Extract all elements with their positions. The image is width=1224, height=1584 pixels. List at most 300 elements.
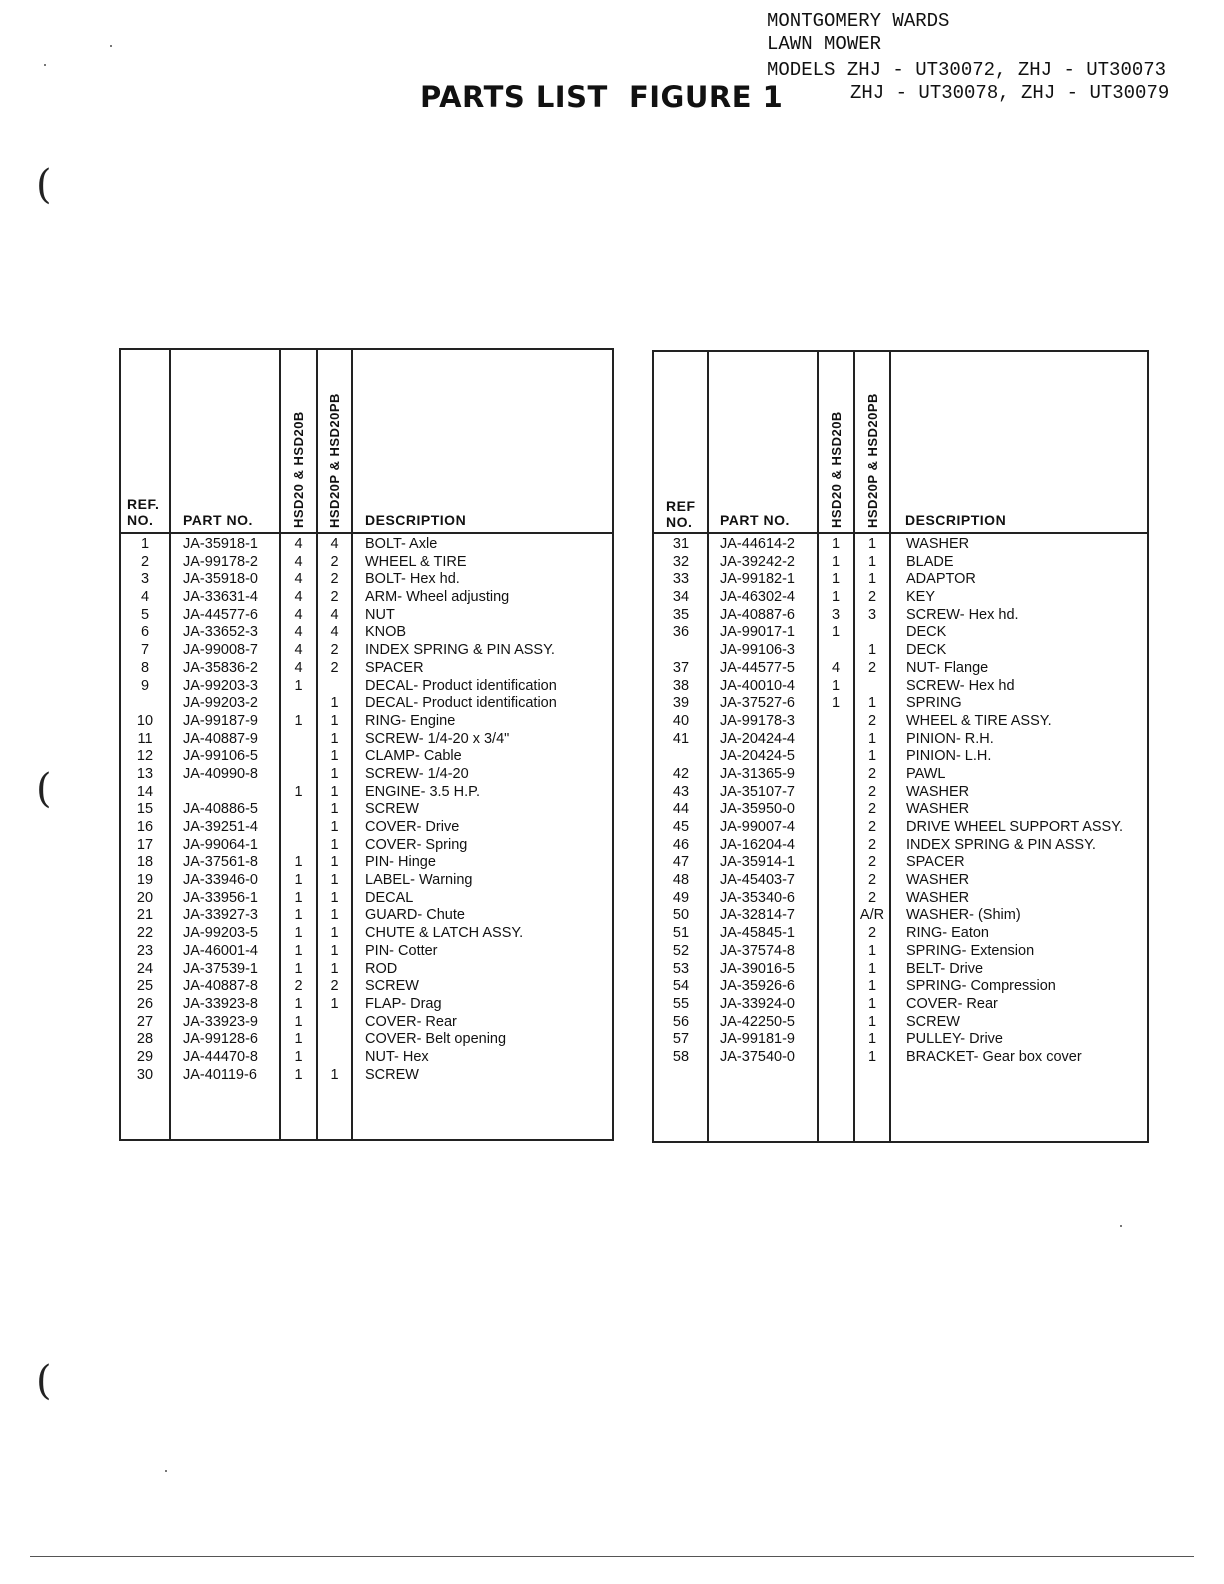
description-cell: WASHER	[906, 801, 970, 818]
model-a-header: HSD20 & HSD20B	[291, 411, 306, 528]
description-cell: DECAL- Product identification	[365, 677, 557, 694]
description-cell: BLADE	[906, 553, 954, 570]
qty-model-b-cell: 1	[330, 712, 339, 729]
parts-table-left	[119, 348, 614, 1141]
table-row	[654, 961, 1147, 979]
qty-model-b-cell: 1	[867, 695, 877, 712]
table-row	[121, 890, 612, 908]
qty-model-b-cell: 1	[330, 765, 339, 782]
qty-model-b-cell: 2	[330, 978, 339, 995]
table-row	[654, 642, 1147, 660]
part-no-cell: JA-99203-3	[183, 677, 258, 694]
description-cell: PIN- Cotter	[365, 942, 438, 959]
qty-model-b-cell: 2	[867, 854, 877, 871]
description-cell: DECAL	[365, 889, 414, 906]
part-no-cell: JA-35107-7	[720, 783, 795, 800]
qty-model-b-cell: 2	[867, 889, 877, 906]
ref-no-cell: 54	[672, 978, 690, 995]
table-row	[121, 571, 612, 589]
ref-no-cell: 34	[672, 589, 690, 606]
table-row	[121, 961, 612, 979]
ref-no-cell: 36	[672, 624, 690, 641]
part-no-cell: JA-31365-9	[720, 765, 795, 782]
table-row	[121, 1067, 612, 1085]
description-cell: INDEX SPRING & PIN ASSY.	[365, 642, 555, 659]
ref-no-cell: 9	[140, 677, 150, 694]
description-cell: COVER- Belt opening	[365, 1031, 507, 1048]
ref-no-cell: 15	[136, 801, 154, 818]
ref-no-cell: 57	[672, 1031, 690, 1048]
table-row	[121, 731, 612, 749]
table-row	[121, 784, 612, 802]
part-no-cell: JA-99008-7	[183, 642, 258, 659]
table-row	[121, 1031, 612, 1049]
qty-model-a-cell: 1	[831, 624, 841, 641]
table-row	[121, 678, 612, 696]
description-cell: ENGINE- 3.5 H.P.	[365, 783, 480, 800]
description-cell: SCREW	[365, 978, 419, 995]
parts-rows-left	[121, 536, 612, 1084]
qty-model-b-cell: A/R	[859, 907, 885, 924]
table-row	[654, 1031, 1147, 1049]
qty-model-a-cell: 4	[294, 606, 303, 623]
description-cell: ARM- Wheel adjusting	[365, 589, 510, 606]
ref-no-header: REF. NO.	[127, 496, 160, 528]
qty-model-a-cell: 1	[294, 1013, 303, 1030]
part-no-cell: JA-44577-5	[720, 659, 795, 676]
ref-no-cell: 40	[672, 712, 690, 729]
qty-model-b-cell: 2	[330, 642, 339, 659]
ref-no-cell: 8	[140, 659, 150, 676]
qty-model-b-cell: 1	[867, 1048, 877, 1065]
qty-model-b-cell: 1	[867, 730, 877, 747]
part-no-cell: JA-35918-1	[183, 536, 258, 552]
table-row	[654, 925, 1147, 943]
ref-no-cell: 42	[672, 765, 690, 782]
ref-no-cell: 29	[136, 1048, 154, 1065]
table-row	[121, 589, 612, 607]
part-no-cell: JA-40010-4	[720, 677, 795, 694]
qty-model-a-cell: 4	[294, 624, 303, 641]
qty-model-a-cell: 3	[831, 606, 841, 623]
qty-model-a-cell: 4	[294, 553, 303, 570]
part-no-cell: JA-99181-9	[720, 1031, 795, 1048]
qty-model-b-cell: 1	[330, 872, 339, 889]
qty-model-b-cell: 2	[867, 659, 877, 676]
ref-no-cell: 48	[672, 872, 690, 889]
qty-model-b-cell: 4	[330, 624, 339, 641]
table-row	[654, 996, 1147, 1014]
ref-no-cell: 58	[672, 1048, 690, 1065]
part-no-cell: JA-20424-4	[720, 730, 795, 747]
table-row	[654, 854, 1147, 872]
ref-no-cell: 26	[136, 995, 154, 1012]
ref-no-cell: 41	[672, 730, 690, 747]
description-cell: COVER- Spring	[365, 836, 468, 853]
qty-model-a-cell: 1	[294, 907, 303, 924]
qty-model-b-cell: 1	[330, 889, 339, 906]
description-cell: SCREW	[365, 801, 419, 818]
part-no-cell: JA-37539-1	[183, 960, 258, 977]
qty-model-b-cell: 3	[867, 606, 877, 623]
ref-no-cell: 52	[672, 942, 690, 959]
table-row	[654, 943, 1147, 961]
qty-model-b-cell: 2	[867, 836, 877, 853]
qty-model-b-cell: 2	[867, 765, 877, 782]
part-no-cell: JA-99187-9	[183, 712, 258, 729]
ref-no-cell: 2	[140, 553, 150, 570]
description-cell: SPACER	[906, 854, 965, 871]
table-row	[121, 872, 612, 890]
qty-model-b-cell: 2	[867, 712, 877, 729]
table-row	[654, 890, 1147, 908]
part-no-cell: JA-99106-3	[720, 642, 795, 659]
ref-no-cell: 30	[136, 1066, 154, 1083]
part-no-cell: JA-33956-1	[183, 889, 258, 906]
qty-model-b-cell: 1	[330, 748, 339, 765]
part-no-cell: JA-99007-4	[720, 819, 795, 835]
qty-model-a-cell: 1	[294, 854, 303, 871]
binder-hole-icon: (	[36, 162, 52, 208]
binder-hole-icon: (	[36, 766, 52, 812]
qty-model-b-cell: 1	[330, 925, 339, 942]
ref-no-cell: 18	[136, 854, 154, 871]
table-row	[121, 536, 612, 554]
table-row	[654, 837, 1147, 855]
description-cell: LABEL- Warning	[365, 872, 473, 889]
ref-no-cell: 23	[136, 942, 154, 959]
qty-model-a-cell: 4	[294, 659, 303, 676]
description-cell: DECAL- Product identification	[365, 695, 557, 712]
part-no-cell: JA-44614-2	[720, 536, 795, 552]
header-line-1: MONTGOMERY WARDS	[767, 10, 950, 32]
table-row	[654, 624, 1147, 642]
part-no-cell: JA-37527-6	[720, 695, 795, 712]
part-no-cell: JA-99017-1	[720, 624, 795, 641]
table-row	[654, 589, 1147, 607]
part-no-cell: JA-46001-4	[183, 942, 258, 959]
ref-no-cell: 39	[672, 695, 690, 712]
qty-model-a-cell: 1	[294, 995, 303, 1012]
part-no-cell: JA-33923-8	[183, 995, 258, 1012]
description-cell: SPACER	[365, 659, 424, 676]
qty-model-a-cell: 2	[294, 978, 303, 995]
part-no-header: PART NO.	[720, 512, 790, 528]
description-cell: GUARD- Chute	[365, 907, 465, 924]
description-cell: PULLEY- Drive	[906, 1031, 1003, 1048]
qty-model-b-cell: 1	[867, 642, 877, 659]
part-no-cell: JA-40990-8	[183, 765, 258, 782]
ref-no-cell: 56	[672, 1013, 690, 1030]
model-a-header: HSD20 & HSD20B	[829, 411, 844, 528]
ref-no-cell: 10	[136, 712, 154, 729]
description-header: DESCRIPTION	[365, 512, 467, 528]
qty-model-a-cell: 4	[294, 589, 303, 606]
qty-model-a-cell: 1	[831, 571, 841, 588]
description-cell: NUT	[365, 606, 395, 623]
qty-model-b-cell: 2	[867, 819, 877, 835]
ref-no-cell: 31	[672, 536, 690, 552]
part-no-cell: JA-20424-5	[720, 748, 795, 765]
part-no-cell: JA-39251-4	[183, 819, 258, 835]
qty-model-b-cell: 2	[330, 571, 339, 588]
table-row	[121, 554, 612, 572]
description-cell: CHUTE & LATCH ASSY.	[365, 925, 524, 942]
page-bottom-rule	[30, 1556, 1194, 1557]
table-row	[654, 607, 1147, 625]
description-cell: FLAP- Drag	[365, 995, 442, 1012]
part-no-cell: JA-33924-0	[720, 995, 795, 1012]
description-cell: COVER- Rear	[365, 1013, 457, 1030]
table-row	[121, 624, 612, 642]
description-cell: BRACKET- Gear box cover	[906, 1048, 1082, 1065]
part-no-cell: JA-33927-3	[183, 907, 258, 924]
ref-no-cell: 22	[136, 925, 154, 942]
qty-model-a-cell: 1	[831, 677, 841, 694]
table-row	[654, 554, 1147, 572]
table-row	[121, 996, 612, 1014]
qty-model-b-cell: 1	[330, 836, 339, 853]
ref-no-cell: 38	[672, 677, 690, 694]
table-row	[654, 695, 1147, 713]
qty-model-b-cell: 1	[330, 1066, 339, 1083]
description-cell: KNOB	[365, 624, 407, 641]
qty-model-b-cell: 2	[867, 589, 877, 606]
qty-model-a-cell: 1	[831, 589, 841, 606]
ref-no-cell: 28	[136, 1031, 154, 1048]
qty-model-a-cell: 4	[294, 571, 303, 588]
ref-no-cell: 50	[672, 907, 690, 924]
description-cell: NUT- Flange	[906, 659, 989, 676]
description-cell: WASHER	[906, 536, 970, 552]
description-cell: NUT- Hex	[365, 1048, 429, 1065]
ref-no-cell: 14	[136, 783, 154, 800]
table-row	[121, 748, 612, 766]
part-no-cell: JA-46302-4	[720, 589, 795, 606]
table-row	[121, 907, 612, 925]
ref-no-cell: 37	[672, 659, 690, 676]
table-row	[654, 713, 1147, 731]
description-cell: WASHER	[906, 889, 970, 906]
part-no-cell: JA-33631-4	[183, 589, 258, 606]
qty-model-a-cell: 1	[294, 925, 303, 942]
model-b-header: HSD20P & HSD20PB	[865, 393, 880, 528]
qty-model-a-cell: 1	[294, 1066, 303, 1083]
part-no-cell: JA-99178-3	[720, 712, 795, 729]
ref-no-cell: 32	[672, 553, 690, 570]
table-row	[121, 713, 612, 731]
description-cell: ROD	[365, 960, 398, 977]
qty-model-a-cell: 1	[294, 1031, 303, 1048]
ref-no-cell: 24	[136, 960, 154, 977]
ref-no-cell: 5	[140, 606, 150, 623]
qty-model-b-cell: 2	[867, 783, 877, 800]
description-cell: RING- Engine	[365, 712, 456, 729]
part-no-header: PART NO.	[183, 512, 253, 528]
description-cell: SCREW- 1/4-20	[365, 765, 469, 782]
part-no-cell: JA-42250-5	[720, 1013, 795, 1030]
table-row	[654, 1049, 1147, 1067]
parts-table-right	[652, 350, 1149, 1143]
ref-no-cell: 11	[137, 730, 153, 747]
parts-rows-right	[654, 536, 1147, 1067]
part-no-cell: JA-99178-2	[183, 553, 258, 570]
part-no-cell: JA-35918-0	[183, 571, 258, 588]
qty-model-b-cell: 2	[867, 925, 877, 942]
description-cell: SCREW- 1/4-20 x 3/4"	[365, 730, 510, 747]
part-no-cell: JA-45845-1	[720, 925, 795, 942]
table-row	[654, 766, 1147, 784]
qty-model-a-cell: 4	[294, 642, 303, 659]
qty-model-b-cell: 2	[330, 553, 339, 570]
table-row	[121, 837, 612, 855]
qty-model-b-cell: 2	[330, 589, 339, 606]
qty-model-a-cell: 4	[294, 536, 303, 552]
qty-model-a-cell: 1	[294, 960, 303, 977]
qty-model-a-cell: 1	[294, 712, 303, 729]
table-row	[121, 660, 612, 678]
part-no-cell: JA-44470-8	[183, 1048, 258, 1065]
table-row	[654, 801, 1147, 819]
qty-model-a-cell: 1	[294, 942, 303, 959]
qty-model-a-cell: 1	[831, 536, 841, 552]
header-line-4: ZHJ - UT30078, ZHJ - UT30079	[850, 82, 1170, 104]
part-no-cell: JA-39016-5	[720, 960, 795, 977]
ref-no-cell: 16	[136, 819, 154, 835]
description-cell: SCREW	[365, 1066, 419, 1083]
qty-model-b-cell: 1	[867, 960, 877, 977]
description-cell: SPRING- Compression	[906, 978, 1056, 995]
description-cell: DRIVE WHEEL SUPPORT ASSY.	[906, 819, 1124, 835]
ref-no-cell: 55	[672, 995, 690, 1012]
qty-model-a-cell: 1	[294, 889, 303, 906]
table-row	[121, 607, 612, 625]
ref-no-cell: 17	[136, 836, 154, 853]
part-no-cell: JA-35340-6	[720, 889, 795, 906]
qty-model-b-cell: 1	[330, 854, 339, 871]
description-cell: WHEEL & TIRE ASSY.	[906, 712, 1052, 729]
description-cell: COVER- Rear	[906, 995, 998, 1012]
part-no-cell: JA-99106-5	[183, 748, 258, 765]
qty-model-a-cell: 1	[294, 1048, 303, 1065]
part-no-cell: JA-40119-6	[183, 1066, 257, 1083]
description-cell: COVER- Drive	[365, 819, 460, 835]
table-row	[654, 1014, 1147, 1032]
description-cell: BELT- Drive	[906, 960, 984, 977]
qty-model-b-cell: 1	[867, 1013, 877, 1030]
qty-model-b-cell: 1	[330, 995, 339, 1012]
part-no-cell: JA-32814-7	[720, 907, 795, 924]
ref-no-cell: 47	[672, 854, 690, 871]
qty-model-b-cell: 2	[867, 801, 877, 818]
table-row	[121, 801, 612, 819]
qty-model-b-cell: 1	[330, 819, 339, 835]
ref-no-cell: 49	[672, 889, 690, 906]
description-cell: SCREW- Hex hd.	[906, 606, 1019, 623]
table-row	[121, 854, 612, 872]
table-row	[121, 925, 612, 943]
ref-no-cell: 4	[140, 589, 150, 606]
part-no-cell: JA-35950-0	[720, 801, 795, 818]
ref-no-cell: 45	[672, 819, 690, 835]
table-row	[654, 784, 1147, 802]
qty-model-b-cell: 1	[330, 695, 339, 712]
ref-no-cell: 44	[672, 801, 690, 818]
part-no-cell: JA-16204-4	[720, 836, 795, 853]
ref-no-cell: 20	[136, 889, 154, 906]
model-b-header: HSD20P & HSD20PB	[327, 393, 342, 528]
ref-no-cell: 35	[672, 606, 690, 623]
description-cell: ADAPTOR	[906, 571, 976, 588]
header-line-2: LAWN MOWER	[767, 33, 882, 55]
qty-model-a-cell: 1	[294, 783, 303, 800]
ref-no-cell: 19	[136, 872, 154, 889]
part-no-cell: JA-45403-7	[720, 872, 795, 889]
part-no-cell: JA-40887-9	[183, 730, 258, 747]
qty-model-b-cell: 1	[867, 942, 877, 959]
ref-no-cell: 21	[136, 907, 154, 924]
description-header: DESCRIPTION	[905, 512, 1007, 528]
description-cell: WASHER	[906, 872, 970, 889]
qty-model-b-cell: 1	[330, 801, 339, 818]
ref-no-cell: 12	[136, 748, 154, 765]
part-no-cell: JA-99203-2	[183, 695, 258, 712]
qty-model-a-cell: 1	[294, 872, 303, 889]
table-row	[121, 1014, 612, 1032]
table-row	[654, 872, 1147, 890]
description-cell: RING- Eaton	[906, 925, 989, 942]
ref-no-cell: 43	[672, 783, 690, 800]
table-row	[121, 766, 612, 784]
ref-no-cell: 27	[136, 1013, 154, 1030]
table-row	[654, 571, 1147, 589]
qty-model-b-cell: 4	[330, 536, 339, 552]
part-no-cell: JA-37540-0	[720, 1048, 795, 1065]
table-row	[654, 660, 1147, 678]
table-row	[654, 819, 1147, 837]
description-cell: CLAMP- Cable	[365, 748, 462, 765]
qty-model-b-cell: 1	[330, 783, 339, 800]
table-row	[121, 978, 612, 996]
description-cell: KEY	[906, 589, 936, 606]
table-row	[121, 642, 612, 660]
description-cell: BOLT- Axle	[365, 536, 438, 552]
ref-no-cell: 6	[140, 624, 150, 641]
description-cell: PIN- Hinge	[365, 854, 436, 871]
qty-model-b-cell: 1	[330, 960, 339, 977]
qty-model-b-cell: 1	[867, 553, 877, 570]
part-no-cell: JA-39242-2	[720, 553, 795, 570]
description-cell: SCREW	[906, 1013, 960, 1030]
qty-model-b-cell: 1	[867, 536, 877, 552]
qty-model-b-cell: 1	[867, 748, 877, 765]
description-cell: PINION- L.H.	[906, 748, 992, 765]
part-no-cell: JA-33923-9	[183, 1013, 258, 1030]
table-row	[654, 748, 1147, 766]
qty-model-b-cell: 1	[867, 995, 877, 1012]
description-cell: BOLT- Hex hd.	[365, 571, 460, 588]
table-row	[654, 536, 1147, 554]
qty-model-b-cell: 1	[867, 571, 877, 588]
ref-no-cell: 3	[140, 571, 150, 588]
binder-hole-icon: (	[36, 1358, 52, 1404]
qty-model-a-cell: 1	[831, 553, 841, 570]
part-no-cell: JA-37561-8	[183, 854, 258, 871]
qty-model-b-cell: 4	[330, 606, 339, 623]
ref-no-cell: 7	[140, 642, 150, 659]
part-no-cell: JA-99182-1	[720, 571, 795, 588]
description-cell: INDEX SPRING & PIN ASSY.	[906, 836, 1096, 853]
